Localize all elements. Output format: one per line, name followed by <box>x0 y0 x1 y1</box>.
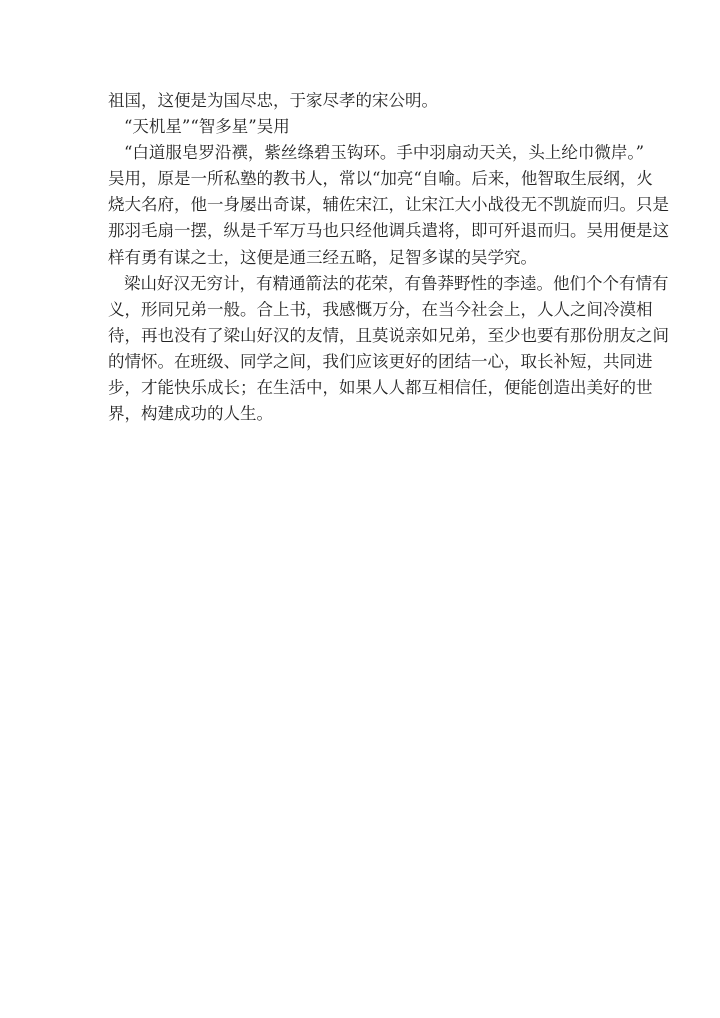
section-heading-wu-yong: “天机星”“智多星”吴用 <box>124 117 290 137</box>
text-line: 的情怀。在班级、同学之间，我们应该更好的团结一心，取长补短，共同进 <box>108 351 653 371</box>
text-line: 义，形同兄弟一般。合上书，我感慨万分，在当今社会上，人人之间冷漠相 <box>108 299 653 319</box>
essay-text <box>108 88 669 427</box>
text-line: 步，才能快乐成长；在生活中，如果人人都互相信任，便能创造出美好的世 <box>108 378 653 398</box>
text-line: 吴用，原是一所私塾的教书人，常以“加亮“自喻。后来，他智取生辰纲，火 <box>108 169 653 189</box>
text-line: 梁山好汉无穷计，有精通箭法的花荣，有鲁莽野性的李逵。他们个个有情有 <box>124 273 669 293</box>
text-line: 祖国，这便是为国尽忠，于家尽孝的宋公明。 <box>108 91 438 110</box>
text-line: “白道服皂罗沿襈，紫丝绦碧玉钩环。手中羽扇动天关，头上纶巾微岸。” <box>124 143 645 163</box>
text-line: 烧大名府，他一身屡出奇谋，辅佐宋江，让宋江大小战役无不凯旋而归。只是 <box>108 195 669 215</box>
text-line: 界，构建成功的人生。 <box>108 404 273 424</box>
text-line: 待，再也没有了梁山好汉的友情，且莫说亲如兄弟，至少也要有那份朋友之间 <box>108 325 669 345</box>
text-line: 样有勇有谋之士，这便是通三经五略，足智多谋的吴学究。 <box>108 247 537 267</box>
text-line: 那羽毛扇一摆，纵是千军万马也只经他调兵遣将，即可歼退而归。吴用便是这 <box>108 221 669 241</box>
